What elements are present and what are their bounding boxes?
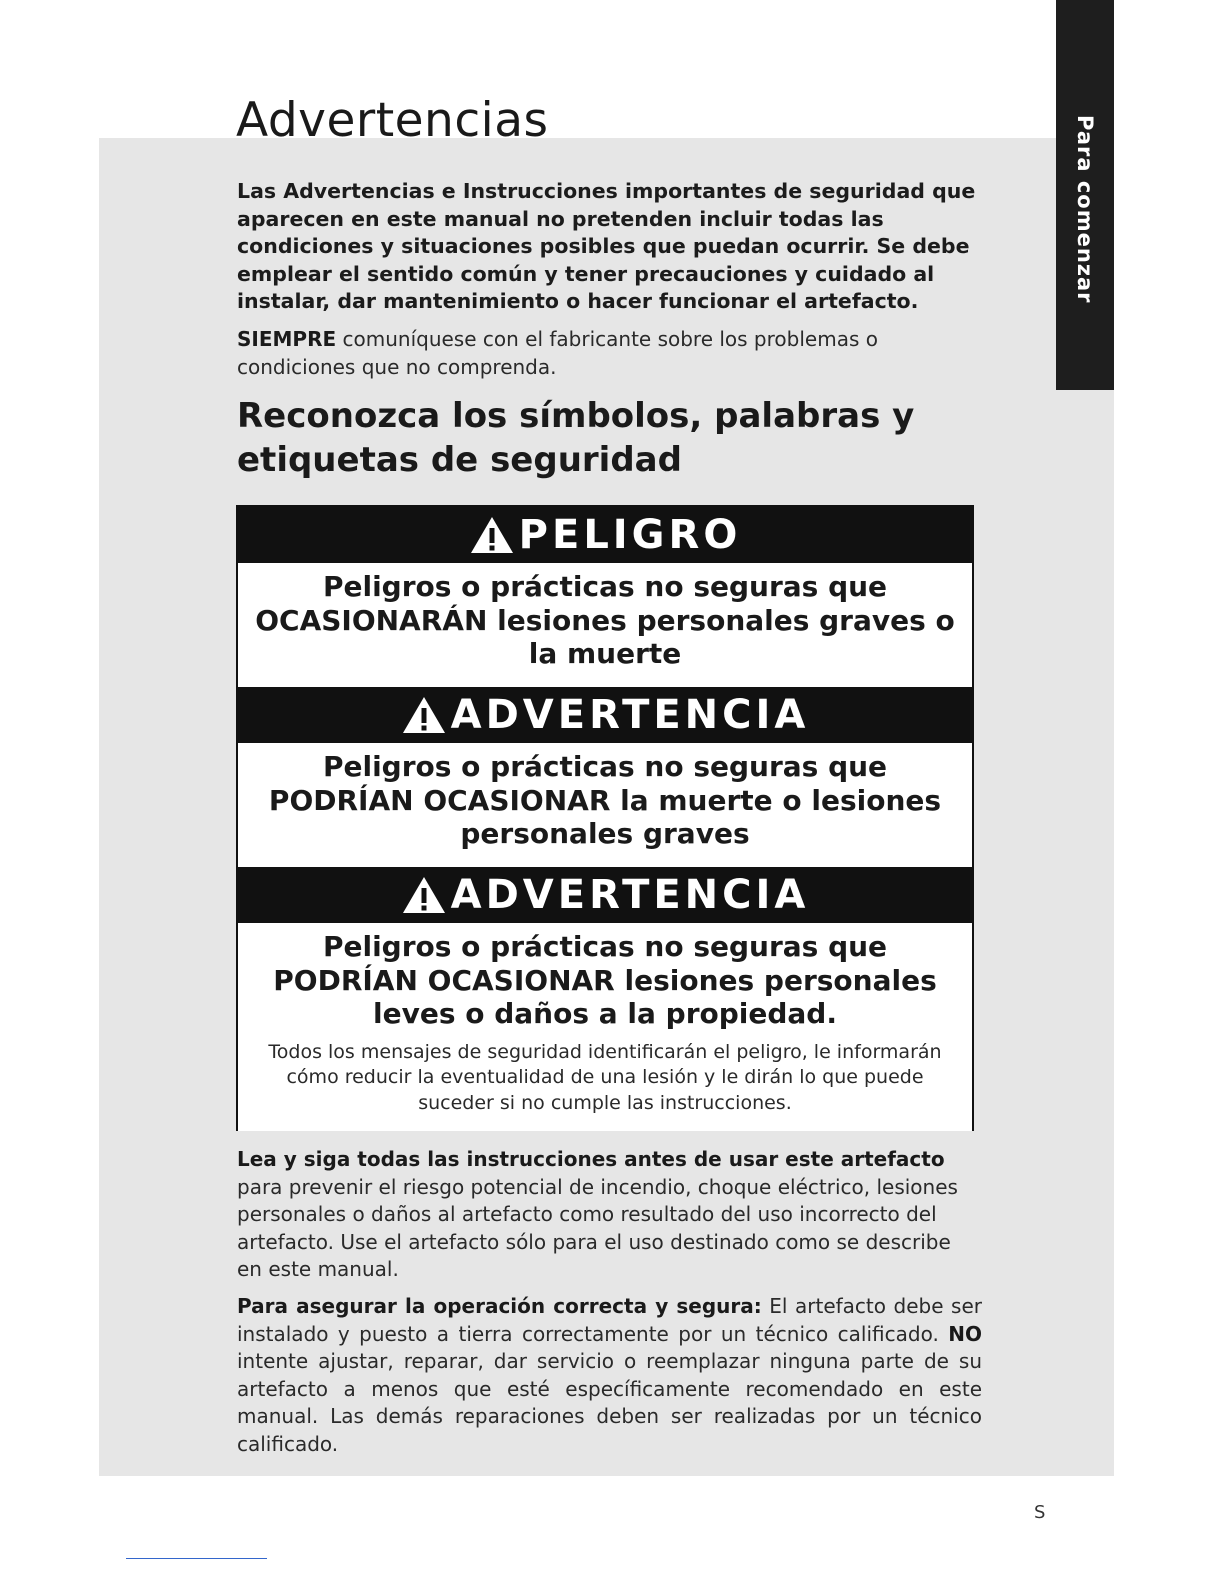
footer-rule xyxy=(126,1558,267,1559)
siempre-bold: SIEMPRE xyxy=(237,327,337,351)
label-body-peligro xyxy=(238,563,972,687)
para-text-1: El artefacto debe ser instalado y puesto a tierra correctamente por un técnico calificado. xyxy=(237,1294,982,1346)
label-header-advertencia-1 xyxy=(238,687,972,743)
lea-text: para prevenir el riesgo potencial de incendio, choque eléctrico, lesiones personales o daños al artefacto como resultado del uso incorrecto del artefacto. Use el artefacto sólo para el uso destinado como se describe en este manual. xyxy=(237,1174,958,1281)
signal-word-peligro: PELIGRO xyxy=(518,512,742,558)
safety-labels-box xyxy=(236,505,974,1131)
label-text-advertencia-2: Peligros o prácticas no seguras que PODRÍAN OCASIONAR lesiones personales leves o daños a la propiedad. xyxy=(273,930,937,1030)
para-text-2: intente ajustar, reparar, dar servicio o reemplazar ninguna parte de su artefacto a menos que esté específicamente recomendado en este manual. Las demás reparaciones deben ser realizadas por un técnico calificado. xyxy=(237,1349,982,1456)
section-tab-label: Para comenzar xyxy=(1073,115,1097,304)
label-header-peligro xyxy=(238,507,972,563)
warning-triangle-icon xyxy=(401,695,447,735)
siempre-paragraph xyxy=(237,326,977,381)
intro-paragraph: Las Advertencias e Instrucciones importantes de seguridad que aparecen en este manual no pretenden incluir todas las condiciones y situaciones posibles que puedan ocurrir. Se debe emplear el sentido común y tener precauciones y cuidado al instalar, dar mantenimiento o hacer funcionar el artefacto. xyxy=(237,179,976,313)
label-body-advertencia-2 xyxy=(238,923,972,1131)
label-body-advertencia-1 xyxy=(238,743,972,867)
signal-word-advertencia-2: ADVERTENCIA xyxy=(450,872,810,918)
para-bold: Para asegurar la operación correcta y segura: xyxy=(237,1294,762,1318)
warning-triangle-icon xyxy=(401,875,447,915)
page-title: Advertencias xyxy=(236,93,549,148)
label-note: Todos los mensajes de seguridad identificarán el peligro, le informarán cómo reducir la eventualidad de una lesión y le dirán lo que puede suceder si no cumple las instrucciones. xyxy=(268,1040,942,1114)
siempre-text: comuníquese con el fabricante sobre los problemas o condiciones que no comprenda. xyxy=(237,327,878,379)
para-bold-no: NO xyxy=(948,1321,982,1346)
read-instructions-paragraph xyxy=(237,1146,982,1284)
lea-bold: Lea y siga todas las instrucciones antes de usar este artefacto xyxy=(237,1147,945,1171)
label-text-advertencia-1: Peligros o prácticas no seguras que PODRÍAN OCASIONAR la muerte o lesiones personales graves xyxy=(268,750,942,850)
safe-operation-paragraph xyxy=(237,1293,982,1458)
label-text-peligro: Peligros o prácticas no seguras que OCASIONARÁN lesiones personales graves o la muerte xyxy=(255,570,955,670)
signal-word-advertencia-1: ADVERTENCIA xyxy=(450,692,810,738)
label-header-advertencia-2 xyxy=(238,867,972,923)
warning-triangle-icon xyxy=(469,515,515,555)
page-number: S xyxy=(1034,1502,1046,1523)
section-heading: Reconozca los símbolos, palabras y etiquetas de seguridad xyxy=(237,396,915,480)
